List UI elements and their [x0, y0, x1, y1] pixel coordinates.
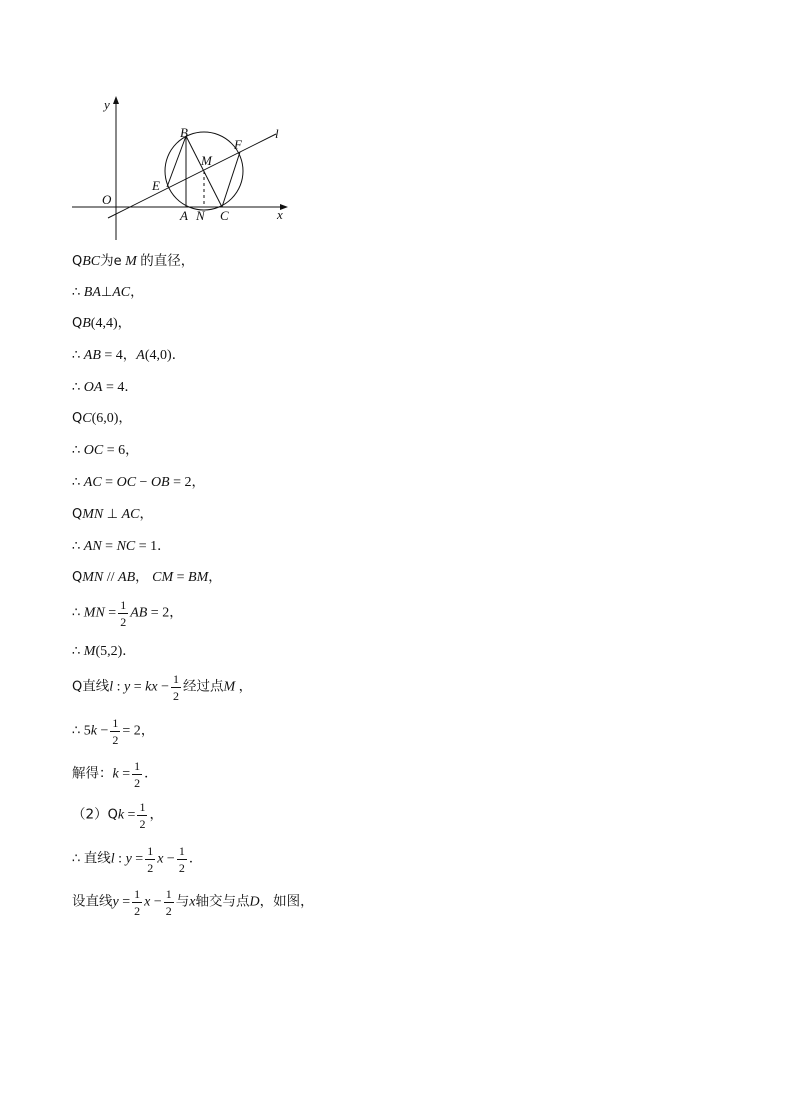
label-y: y — [104, 97, 110, 112]
because-symbol: Q — [72, 254, 83, 269]
solution-line-18: ∴ 直线l : y = $\frac{1}{2}$ x − $\frac{1}{2}$ ． — [72, 844, 203, 875]
solution-line-16: 解得：k = $\frac{1}{2}$ ． — [72, 759, 158, 790]
because-symbol: Q — [72, 316, 83, 331]
therefore-symbol: ∴ — [72, 644, 81, 659]
label-o: O — [102, 192, 112, 207]
label-c: C — [220, 208, 229, 223]
because-symbol: Q — [107, 807, 118, 823]
solution-line-11: QMN // AB， CM = BM， — [72, 569, 222, 585]
solution-line-13: ∴ M(5,2)． — [72, 643, 136, 659]
fraction: $\frac{1}{2}$ — [134, 759, 141, 790]
label-m: M — [201, 153, 212, 168]
fraction: $\frac{1}{2}$ — [134, 887, 141, 918]
y-axis-arrow-icon — [113, 96, 119, 104]
solution-line-6: QC(6,0)， — [72, 410, 132, 426]
label-b: B — [180, 125, 188, 140]
therefore-symbol: ∴ — [72, 348, 81, 363]
solution-line-9: QMN ⊥ AC， — [72, 506, 153, 522]
therefore-symbol: ∴ — [72, 443, 81, 458]
therefore-symbol: ∴ — [72, 723, 81, 739]
fraction: $\frac{1}{2}$ — [139, 800, 146, 831]
therefore-symbol: ∴ — [72, 475, 81, 490]
fraction: $\frac{1}{2}$ — [165, 887, 172, 918]
solution-line-19: 设直线y = $\frac{1}{2}$ x − $\frac{1}{2}$ 与x轴交与点D，如图， — [72, 887, 314, 918]
solution-line-4: ∴ AB = 4，A(4,0)． — [72, 347, 186, 363]
label-x: x — [277, 207, 283, 222]
label-n: N — [196, 208, 205, 223]
solution-line-2: ∴ BA⊥AC， — [72, 284, 144, 300]
fraction: $\frac{1}{2}$ — [178, 844, 185, 875]
fraction: $\frac{1}{2}$ — [172, 672, 179, 703]
because-symbol: Q — [72, 411, 83, 426]
therefore-symbol: ∴ — [72, 285, 81, 300]
solution-line-12: ∴ MN = $\frac{1}{2}$ AB = 2， — [72, 598, 183, 629]
label-a: A — [180, 208, 188, 223]
label-l: l — [275, 126, 279, 141]
fraction: $\frac{1}{2}$ — [147, 844, 154, 875]
solution-line-7: ∴ OC = 6， — [72, 442, 139, 458]
fraction: $\frac{1}{2}$ — [112, 716, 119, 747]
fraction: $\frac{1}{2}$ — [120, 598, 127, 629]
because-symbol: Q — [72, 507, 83, 522]
therefore-symbol: ∴ — [72, 539, 81, 554]
solution-line-3: QB(4,4)， — [72, 315, 132, 331]
therefore-symbol: ∴ — [72, 380, 81, 395]
solution-line-14: Q直线l : y = kx − $\frac{1}{2}$ 经过点M ， — [72, 672, 253, 703]
therefore-symbol: ∴ — [72, 605, 81, 621]
line-l — [108, 134, 276, 218]
solution-line-10: ∴ AN = NC = 1． — [72, 538, 171, 554]
solution-line-8: ∴ AC = OC − OB = 2， — [72, 474, 206, 490]
geometry-figure — [68, 92, 298, 242]
because-symbol: Q — [72, 570, 83, 585]
solution-line-15: ∴ 5k − $\frac{1}{2}$ = 2， — [72, 716, 155, 747]
therefore-symbol: ∴ — [72, 851, 81, 867]
solution-line-5: ∴ OA = 4． — [72, 379, 138, 395]
solution-line-17: （2）Qk = $\frac{1}{2}$ ， — [72, 800, 163, 831]
label-e: E — [152, 178, 160, 193]
because-symbol: Q — [72, 679, 83, 695]
solution-line-1: QBC为e M 的直径， — [72, 253, 195, 269]
label-f: F — [234, 137, 242, 152]
